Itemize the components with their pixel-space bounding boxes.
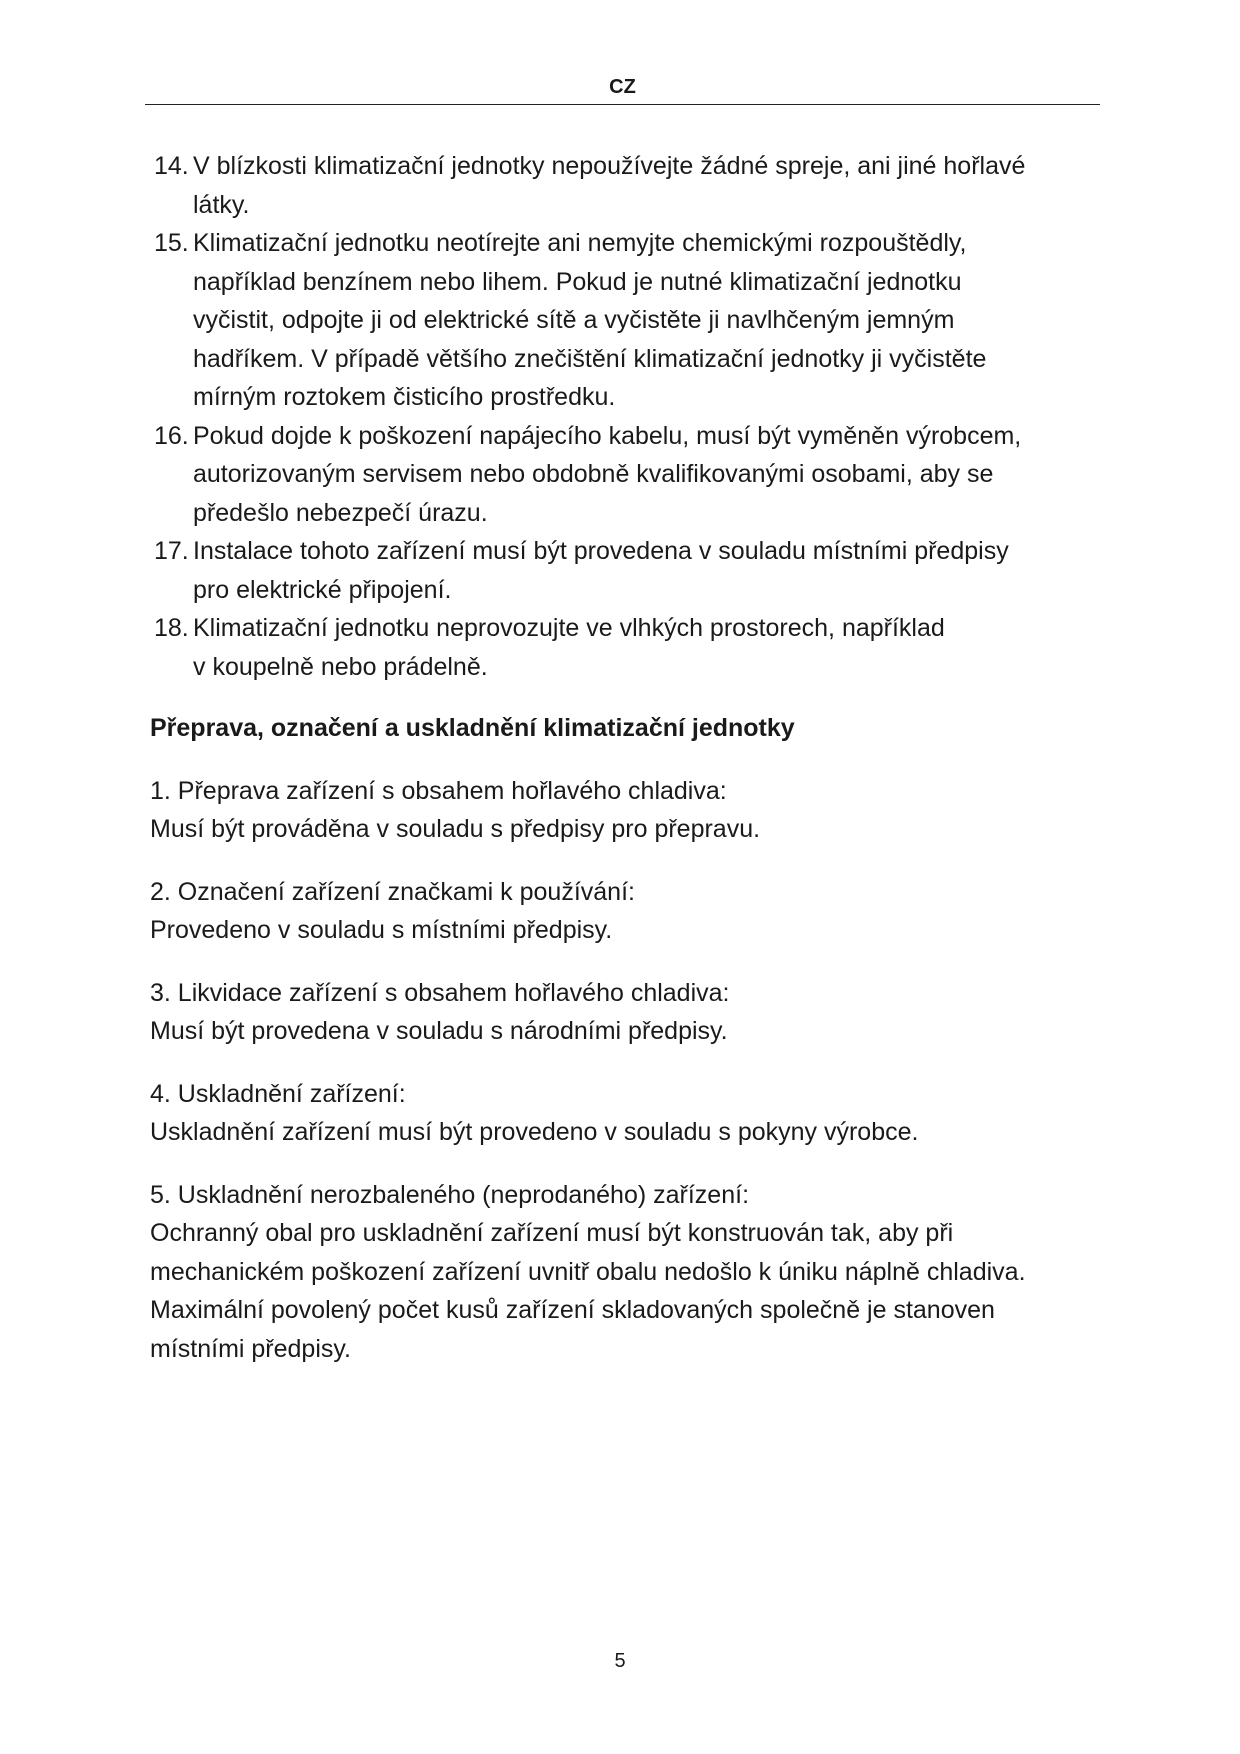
section-item-marking <box>150 873 1100 950</box>
item-text: Maximální povolený počet kusů zařízení skladovaných společně je stanoven <box>150 1296 995 1324</box>
rule-line: Instalace tohoto zařízení musí být provedena v souladu místními předpisy <box>193 537 1009 565</box>
rule-item-17 <box>150 532 1100 609</box>
rule-item-16 <box>150 417 1100 533</box>
item-text: Provedeno v souladu s místními předpisy. <box>150 916 613 944</box>
safety-rules-list <box>150 147 1100 686</box>
rule-line: autorizovaným servisem nebo obdobně kvalifikovanými osobami, aby se <box>193 460 994 488</box>
rule-number: 14. <box>154 152 189 180</box>
item-heading: 3. Likvidace zařízení s obsahem hořlavého chladiva: <box>150 978 730 1007</box>
rule-number: 15. <box>154 229 189 257</box>
item-text: místními předpisy. <box>150 1334 351 1363</box>
section-title: Přeprava, označení a uskladnění klimatizační jednotky <box>150 714 795 742</box>
item-text: Ochranný obal pro uskladnění zařízení musí být konstruován tak, aby při <box>150 1219 954 1247</box>
rule-item-14 <box>150 147 1100 224</box>
rule-line: pro elektrické připojení. <box>193 575 452 604</box>
item-text: Uskladnění zařízení musí být provedeno v souladu s pokyny výrobce. <box>150 1118 919 1146</box>
rule-line: vyčistit, odpojte ji od elektrické sítě a vyčistěte ji navlhčeným jemným <box>193 306 955 334</box>
rule-line: například benzínem nebo lihem. Pokud je nutné klimatizační jednotku <box>193 267 962 296</box>
rule-number: 16. <box>154 421 189 450</box>
rule-item-18 <box>150 609 1100 686</box>
page-header <box>145 72 1100 105</box>
rule-line: Pokud dojde k poškození napájecího kabelu, musí být vyměněn výrobcem, <box>193 421 1022 450</box>
rule-number: 17. <box>154 537 189 565</box>
section-item-storage <box>150 1075 1100 1152</box>
item-heading: 4. Uskladnění zařízení: <box>150 1079 406 1108</box>
page-content <box>150 147 1100 1368</box>
rule-number: 18. <box>154 614 189 642</box>
item-text: Musí být provedena v souladu s národními předpisy. <box>150 1017 728 1045</box>
rule-line: mírným roztokem čisticího prostředku. <box>193 383 616 411</box>
item-text: Musí být prováděna v souladu s předpisy pro přepravu. <box>150 815 761 843</box>
item-text: mechanickém poškození zařízení uvnitř obalu nedošlo k úniku náplně chladiva. <box>150 1257 1026 1286</box>
rule-line: látky. <box>193 190 250 219</box>
rule-line: hadříkem. V případě většího znečištění klimatizační jednotky ji vyčistěte <box>193 344 987 373</box>
rule-line: Klimatizační jednotku neotírejte ani nemyjte chemickými rozpouštědly, <box>193 229 967 257</box>
language-code: CZ <box>609 76 636 98</box>
item-heading: 5. Uskladnění nerozbaleného (neprodaného) zařízení: <box>150 1180 750 1209</box>
page-number: 5 <box>614 1650 626 1672</box>
section-item-disposal <box>150 974 1100 1051</box>
rule-line: V blízkosti klimatizační jednotky nepoužívejte žádné spreje, ani jiné hořlavé <box>193 152 1026 180</box>
rule-line: v koupelně nebo prádelně. <box>193 652 488 681</box>
section-item-unpacked-storage <box>150 1176 1100 1369</box>
item-heading: 1. Přeprava zařízení s obsahem hořlavého chladiva: <box>150 776 727 805</box>
section-item-transport <box>150 772 1100 849</box>
item-heading: 2. Označení zařízení značkami k používání: <box>150 877 635 906</box>
rule-line: předešlo nebezpečí úrazu. <box>193 498 488 527</box>
rule-item-15 <box>150 224 1100 417</box>
rule-line: Klimatizační jednotku neprovozujte ve vlhkých prostorech, například <box>193 614 945 642</box>
